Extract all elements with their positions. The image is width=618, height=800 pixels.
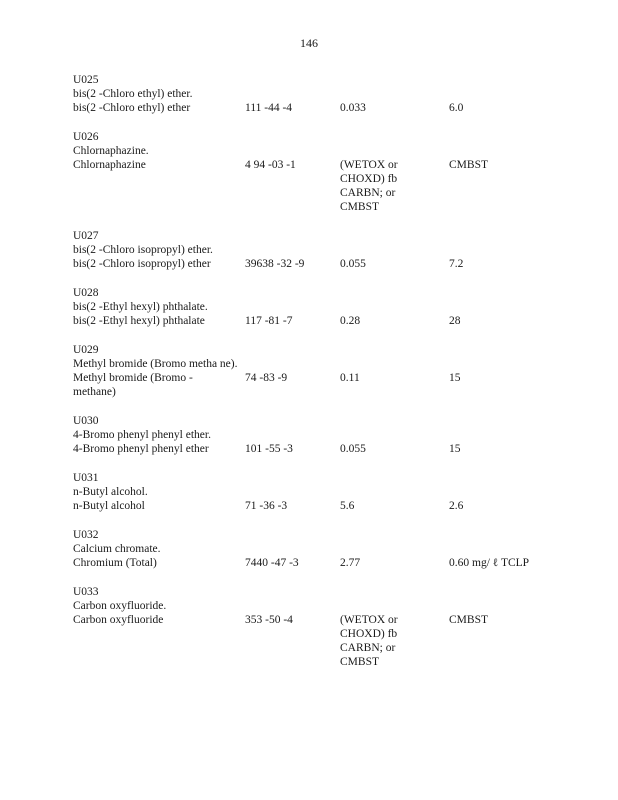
wastewater-standard: 0.11 [340, 372, 360, 384]
waste-code: U027 [73, 230, 99, 242]
nonwastewater-standard: 0.60 mg/ ℓ TCLP [449, 557, 530, 569]
waste-entry-u033 [73, 585, 593, 669]
waste-code: U032 [73, 529, 99, 541]
nonwastewater-standard: 2.6 [449, 500, 464, 512]
cas-number: 117 -81 -7 [245, 315, 293, 327]
waste-entry-u026 [73, 130, 593, 214]
constituent-name: Chromium (Total) [73, 557, 157, 569]
constituent-name: Chlornaphazine [73, 159, 146, 171]
waste-title: 4-Bromo phenyl phenyl ether. [73, 429, 211, 441]
cas-number: 111 -44 -4 [245, 102, 293, 114]
page-number: 146 [300, 36, 318, 50]
waste-code: U026 [73, 131, 99, 143]
wastewater-standard: 2.77 [340, 557, 361, 569]
waste-code: U031 [73, 472, 99, 484]
wastewater-standard: 0.055 [340, 443, 366, 455]
waste-title: bis(2 -Chloro ethyl) ether. [73, 88, 193, 100]
nonwastewater-standard: 15 [449, 372, 461, 384]
nonwastewater-standard: 6.0 [449, 102, 464, 114]
constituent-row [73, 101, 593, 115]
cas-number: 101 -55 -3 [245, 443, 293, 455]
constituent-name: Methyl bromide (Bromo - methane) [73, 372, 193, 398]
wastewater-standard: (WETOX or CHOXD) fb CARBN; or CMBST [340, 159, 398, 213]
nonwastewater-standard: 7.2 [449, 258, 464, 270]
constituent-row [73, 314, 593, 328]
cas-number: 353 -50 -4 [245, 614, 293, 626]
cas-number: 7440 -47 -3 [245, 557, 299, 569]
constituent-name: bis(2 -Chloro isopropyl) ether [73, 258, 211, 270]
cas-number: 74 -83 -9 [245, 372, 288, 384]
cas-number: 39638 -32 -9 [245, 258, 305, 270]
waste-title: bis(2 -Ethyl hexyl) phthalate. [73, 301, 208, 313]
constituent-row [73, 613, 593, 669]
waste-list [73, 73, 593, 684]
nonwastewater-standard: CMBST [449, 159, 488, 171]
constituent-name: n-Butyl alcohol [73, 500, 145, 512]
constituent-row [73, 371, 593, 399]
nonwastewater-standard: 28 [449, 315, 461, 327]
waste-code: U030 [73, 415, 99, 427]
waste-code: U033 [73, 586, 99, 598]
waste-title: Chlornaphazine. [73, 145, 149, 157]
wastewater-standard: 5.6 [340, 500, 355, 512]
wastewater-standard: 0.033 [340, 102, 366, 114]
waste-code: U028 [73, 287, 99, 299]
waste-entry-u032 [73, 528, 593, 570]
waste-title: bis(2 -Chloro isopropyl) ether. [73, 244, 213, 256]
cas-number: 4 94 -03 -1 [245, 159, 296, 171]
constituent-row [73, 499, 593, 513]
waste-title: Carbon oxyfluoride. [73, 600, 167, 612]
cas-number: 71 -36 -3 [245, 500, 288, 512]
waste-title: n-Butyl alcohol. [73, 486, 148, 498]
waste-title: Calcium chromate. [73, 543, 161, 555]
constituent-name: 4-Bromo phenyl phenyl ether [73, 443, 209, 455]
waste-entry-u030 [73, 414, 593, 456]
waste-entry-u031 [73, 471, 593, 513]
waste-code: U029 [73, 344, 99, 356]
waste-code: U025 [73, 74, 99, 86]
constituent-row [73, 257, 593, 271]
wastewater-standard: 0.28 [340, 315, 361, 327]
nonwastewater-standard: CMBST [449, 614, 488, 626]
constituent-name: Carbon oxyfluoride [73, 614, 164, 626]
waste-entry-u028 [73, 286, 593, 328]
constituent-row [73, 158, 593, 214]
waste-entry-u025 [73, 73, 593, 115]
wastewater-standard: (WETOX or CHOXD) fb CARBN; or CMBST [340, 614, 398, 668]
waste-title: Methyl bromide (Bromo metha ne). [73, 358, 238, 370]
constituent-row [73, 556, 593, 570]
wastewater-standard: 0.055 [340, 258, 366, 270]
constituent-name: bis(2 -Chloro ethyl) ether [73, 102, 191, 114]
constituent-row [73, 442, 593, 456]
constituent-name: bis(2 -Ethyl hexyl) phthalate [73, 315, 205, 327]
waste-entry-u027 [73, 229, 593, 271]
waste-entry-u029 [73, 343, 593, 399]
nonwastewater-standard: 15 [449, 443, 461, 455]
